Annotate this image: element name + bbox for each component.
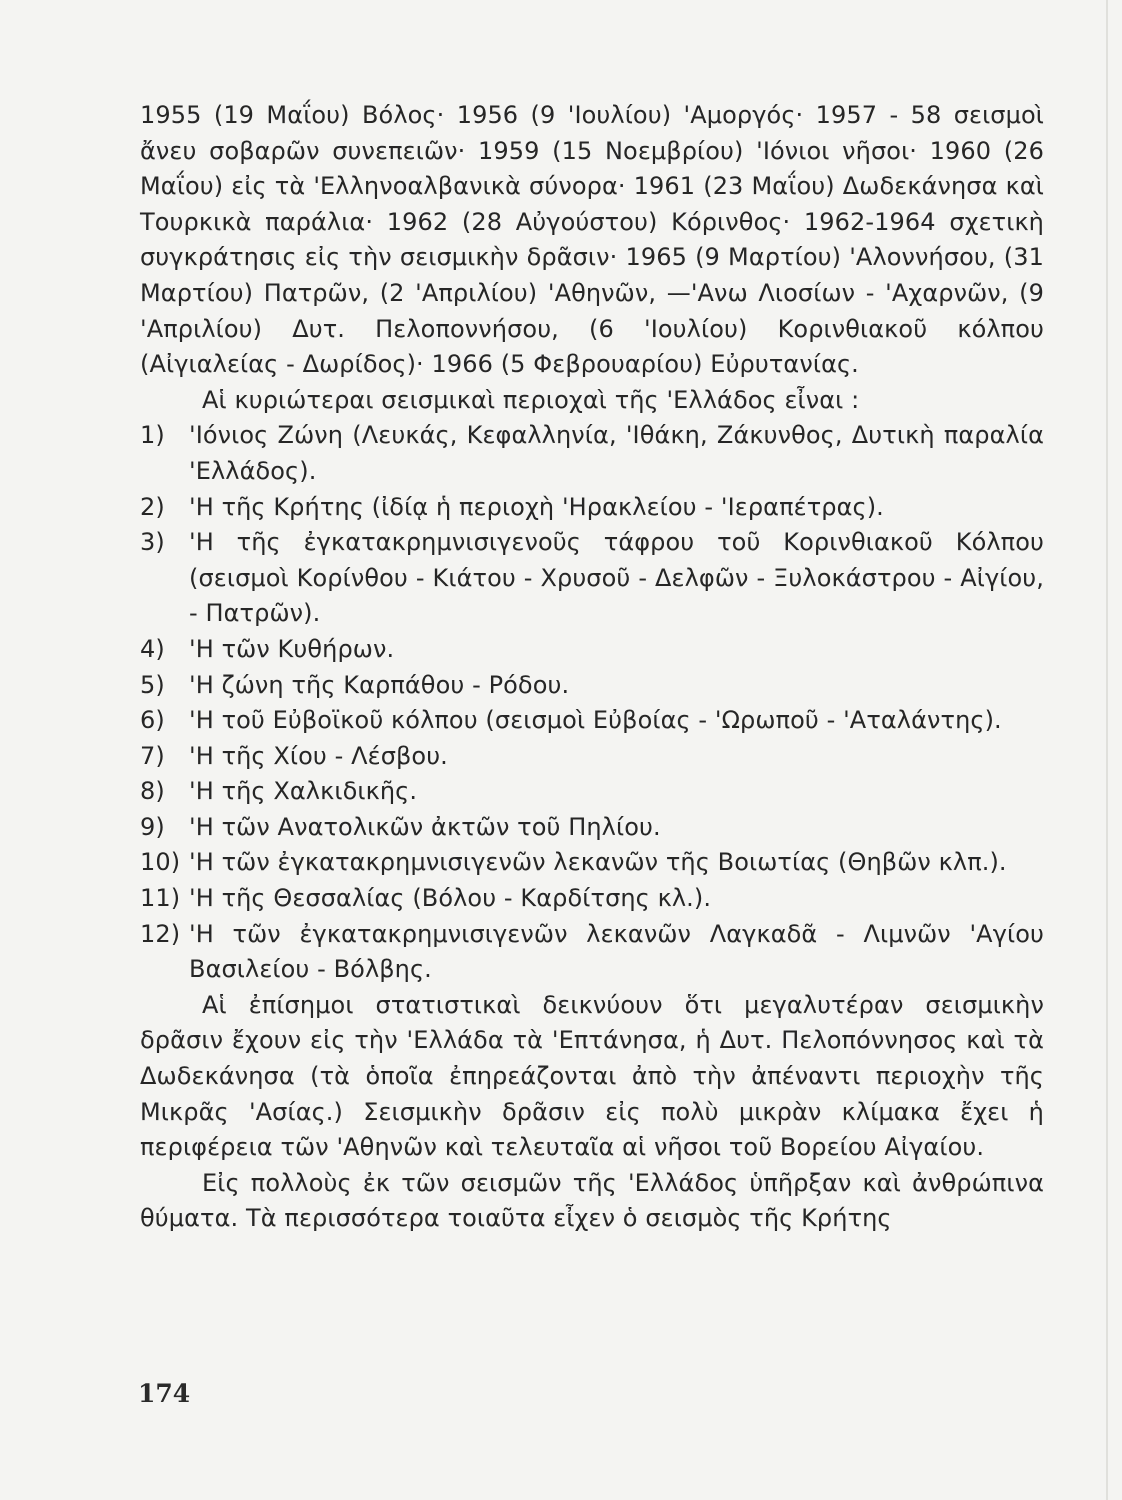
- list-item-text: 'Η τῆς Θεσσαλίας (Βόλου - Καρδίτσης κλ.).: [189, 884, 712, 913]
- list-item-number: 8): [140, 777, 165, 806]
- list-item-text: 'Η τῶν ἐγκατακρημνισιγενῶν λεκανῶν Λαγκαδᾶ - Λιμνῶν 'Αγίου Βασιλείου - Βόλβης.: [189, 919, 1044, 984]
- list-item: [140, 632, 1044, 668]
- list-item: [140, 810, 1044, 846]
- list-item: [140, 668, 1044, 704]
- list-item: [140, 845, 1044, 881]
- paragraph-human-victims: Εἰς πολλοὺς ἐκ τῶν σεισμῶν τῆς 'Ελλάδος ὑπῆρξαν καὶ ἀνθρώπινα θύματα. Τὰ περισσότερα τοιαῦτα εἶχεν ὁ σεισμὸς τῆς Κρήτης: [140, 1168, 1044, 1233]
- list-item-text: 'Η τῶν Ανατολικῶν ἀκτῶν τοῦ Πηλίου.: [189, 812, 661, 841]
- list-item-number: 3): [140, 528, 165, 557]
- list-item-number: 7): [140, 741, 165, 770]
- list-item: [140, 774, 1044, 810]
- seismic-regions-list: [140, 418, 1044, 988]
- list-item-text: 'Η τῆς ἐγκατακρημνισιγενοῦς τάφρου τοῦ Κορινθιακοῦ Κόλπου (σεισμοὶ Κορίνθου - Κιάτου - Χρυσοῦ - Δελφῶν - Ξυλοκάστρου - Αἰγίου, - Πατρῶν).: [189, 528, 1044, 628]
- list-item: [140, 739, 1044, 775]
- list-item-number: 2): [140, 492, 165, 521]
- page-number: 174: [138, 1379, 191, 1408]
- list-item: [140, 490, 1044, 526]
- paragraph-seismic-regions-intro: Αἱ κυριώτεραι σεισμικαὶ περιοχαὶ τῆς 'Ελλάδος εἶναι :: [202, 385, 860, 414]
- list-item: [140, 917, 1044, 988]
- list-item-number: 4): [140, 634, 165, 663]
- list-item-number: 5): [140, 670, 165, 699]
- paragraph-earthquake-chronology: 1955 (19 Μαΐου) Βόλος· 1956 (9 'Ιουλίου) 'Αμοργός· 1957 - 58 σεισμοὶ ἄνευ σοβαρῶν συνεπειῶν· 1959 (15 Νοεμβρίου) 'Ιόνιοι νῆσοι· 1960 (26 Μαΐου) εἰς τὰ 'Ελληνοαλβανικὰ σύνορα· 1961 (23 Μαΐου) Δωδεκάνησα καὶ Τουρκικὰ παράλια· 1962 (28 Αὐγούστου) Κόρινθος· 1962-1964 σχετικὴ συγκράτησις εἰς τὴν σεισμικὴν δρᾶσιν· 1965 (9 Μαρτίου) 'Αλοννήσου, (31 Μαρτίου) Πατρῶν, (2 'Απριλίου) 'Αθηνῶν, —'Ανω Λιοσίων - 'Αχαρνῶν, (9 'Απριλίου) Δυτ. Πελοποννήσου, (6 'Ιουλίου) Κορινθιακοῦ κόλπου (Αἰγιαλείας - Δωρίδος)· 1966 (5 Φεβρουαρίου) Εὐρυτανίας.: [140, 101, 1044, 379]
- list-item-number: 6): [140, 706, 165, 735]
- page-body-text: [140, 98, 1044, 1237]
- list-item: [140, 881, 1044, 917]
- list-item-text: 'Η τῶν ἐγκατακρημνισιγενῶν λεκανῶν τῆς Βοιωτίας (Θηβῶν κλπ.).: [189, 848, 1007, 877]
- list-item-number: 12): [140, 919, 181, 948]
- list-item-number: 1): [140, 421, 165, 450]
- list-item-text: 'Η ζώνη τῆς Καρπάθου - Ρόδου.: [189, 670, 570, 699]
- list-item-text: 'Η τοῦ Εὐβοϊκοῦ κόλπου (σεισμοὶ Εὐβοίας - 'Ωρωποῦ - 'Αταλάντης).: [189, 706, 1002, 735]
- binding-edge-divider: [1106, 0, 1108, 1500]
- list-item-number: 11): [140, 884, 181, 913]
- list-item: [140, 525, 1044, 632]
- list-item: [140, 418, 1044, 489]
- list-item-text: 'Η τῆς Χαλκιδικῆς.: [189, 777, 418, 806]
- list-item-text: 'Ιόνιος Ζώνη (Λευκάς, Κεφαλληνία, 'Ιθάκη, Ζάκυνθος, Δυτικὴ παραλία 'Ελλάδος).: [189, 421, 1044, 485]
- list-item: [140, 703, 1044, 739]
- list-item-number: 10): [140, 848, 181, 877]
- paragraph-official-statistics: Αἱ ἐπίσημοι στατιστικαὶ δεικνύουν ὅτι μεγαλυτέραν σεισμικὴν δρᾶσιν ἔχουν εἰς τὴν 'Ελλάδα τὰ 'Επτάνησα, ἡ Δυτ. Πελοπόννησος καὶ τὰ Δωδεκάνησα (τὰ ὁποῖα ἐπηρεάζονται ἀπὸ τὴν ἀπέναντι περιοχὴν τῆς Μικρᾶς 'Ασίας.) Σεισμικὴν δρᾶσιν εἰς πολὺ μικρὰν κλίμακα ἔχει ἡ περιφέρεια τῶν 'Αθηνῶν καὶ τελευταῖα αἱ νῆσοι τοῦ Βορείου Αἰγαίου.: [140, 990, 1044, 1162]
- list-item-text: 'Η τῆς Κρήτης (ἰδίᾳ ἡ περιοχὴ 'Ηρακλείου - 'Ιεραπέτρας).: [189, 492, 884, 521]
- list-item-text: 'Η τῆς Χίου - Λέσβου.: [189, 741, 448, 770]
- list-item-text: 'Η τῶν Κυθήρων.: [189, 634, 395, 663]
- list-item-number: 9): [140, 812, 165, 841]
